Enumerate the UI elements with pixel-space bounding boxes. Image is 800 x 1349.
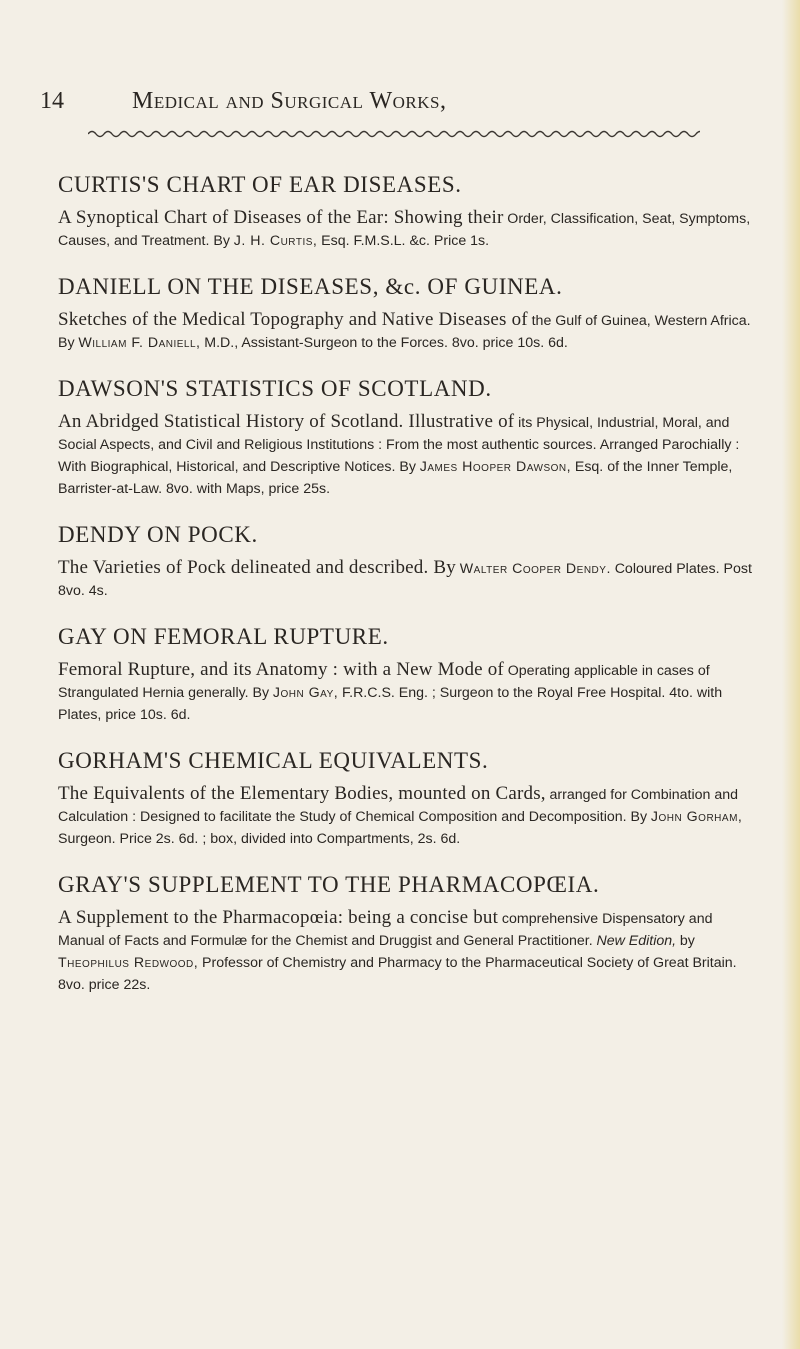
entry-lead-text: Sketches of the Medical Topography and Native Diseases of	[58, 309, 528, 330]
catalogue-entry	[58, 872, 758, 996]
entry-lead-text: An Abridged Statistical History of Scotland. Illustrative of	[58, 411, 515, 432]
entry-author: James Hooper Dawson,	[419, 459, 572, 475]
running-head-title: Medical and Surgical Works,	[132, 88, 447, 114]
entry-price-text: Surgeon. Price 2s. 6d. ; box, divided into Compartments, 2s. 6d.	[58, 831, 461, 847]
entry-description	[58, 411, 758, 500]
entry-heading: GORHAM'S CHEMICAL EQUIVALENTS.	[58, 748, 489, 773]
entry-heading: CURTIS'S CHART OF EAR DISEASES.	[58, 172, 462, 197]
page-number: 14	[40, 88, 64, 114]
catalogue-entry	[58, 376, 758, 500]
entry-price-text: F.R.C.S. Eng. ; Surgeon to the Royal Free Hospital. 4to. with Plates, price 10s. 6d.	[58, 685, 723, 723]
entry-text: its Physical, Industrial, Moral, and Social Aspects, and Civil and Religious Institutions : From the most authentic sources. Arranged Parochially : With Biographical, Historical, and Descriptive Notices. By	[58, 415, 740, 475]
entry-description	[58, 783, 758, 850]
entry-author: Theophilus Redwood,	[58, 955, 199, 971]
catalogue-entry	[58, 274, 758, 354]
entry-text: Order, Classification, Seat, Symptoms, Causes, and Treatment. By	[58, 211, 751, 249]
catalogue-entry	[58, 172, 758, 252]
entry-text: comprehensive Dispensatory and Manual of Facts and Formulæ for the Chemist and Druggist and General Practitioner.	[58, 911, 713, 949]
entry-heading: GRAY'S SUPPLEMENT TO THE PHARMACOPŒIA.	[58, 872, 600, 897]
entry-author: John Gorham,	[650, 809, 743, 825]
entry-heading: DAWSON'S STATISTICS OF SCOTLAND.	[58, 376, 492, 401]
entry-text: the Gulf of Guinea, Western Africa. By	[58, 313, 751, 351]
catalogue-entry	[58, 748, 758, 850]
entry-text: Operating applicable in cases of Strangulated Hernia generally. By	[58, 663, 710, 701]
entry-price-text: M.D., Assistant-Surgeon to the Forces. 8vo. price 10s. 6d.	[204, 335, 568, 351]
entry-description	[58, 659, 758, 726]
entry-author: J. H. Curtis,	[233, 233, 318, 249]
entry-author: Walter Cooper Dendy.	[459, 561, 611, 577]
entry-description	[58, 309, 758, 354]
entry-edition-note: New Edition,	[596, 933, 677, 949]
entry-lead-text: Femoral Rupture, and its Anatomy : with a New Mode of	[58, 659, 504, 680]
decorative-wavy-rule	[88, 128, 700, 138]
entry-lead-text: The Varieties of Pock delineated and described. By	[58, 557, 456, 578]
entry-text: arranged for Combination and Calculation : Designed to facilitate the Study of Chemical Composition and Decomposition. By	[58, 787, 739, 825]
entry-author: William F. Daniell,	[78, 335, 201, 351]
entry-price-text: Professor of Chemistry and Pharmacy to the Pharmaceutical Society of Great Britain. 8vo. price 22s.	[58, 955, 737, 993]
entry-description	[58, 557, 758, 602]
entry-price-text: Coloured Plates. Post 8vo. 4s.	[58, 561, 752, 599]
entry-description	[58, 907, 758, 996]
entry-lead-text: The Equivalents of the Elementary Bodies, mounted on Cards,	[58, 783, 546, 804]
running-head	[40, 88, 740, 118]
entry-text: by	[679, 933, 695, 949]
catalogue-entry	[58, 522, 758, 602]
catalogue-entries	[58, 172, 758, 1018]
entry-author: John Gay,	[272, 685, 339, 701]
entry-price-text: Esq. F.M.S.L. &c. Price 1s.	[321, 233, 490, 249]
entry-heading: DENDY ON POCK.	[58, 522, 258, 547]
entry-heading: GAY ON FEMORAL RUPTURE.	[58, 624, 389, 649]
page-edge-shading	[782, 0, 800, 1349]
entry-lead-text: A Synoptical Chart of Diseases of the Ear: Showing their	[58, 207, 504, 228]
entry-description	[58, 207, 758, 252]
catalogue-entry	[58, 624, 758, 726]
entry-lead-text: A Supplement to the Pharmacopœia: being a concise but	[58, 907, 499, 928]
entry-heading: DANIELL ON THE DISEASES, &c. OF GUINEA.	[58, 274, 563, 299]
entry-price-text: Esq. of the Inner Temple, Barrister-at-Law. 8vo. with Maps, price 25s.	[58, 459, 733, 497]
